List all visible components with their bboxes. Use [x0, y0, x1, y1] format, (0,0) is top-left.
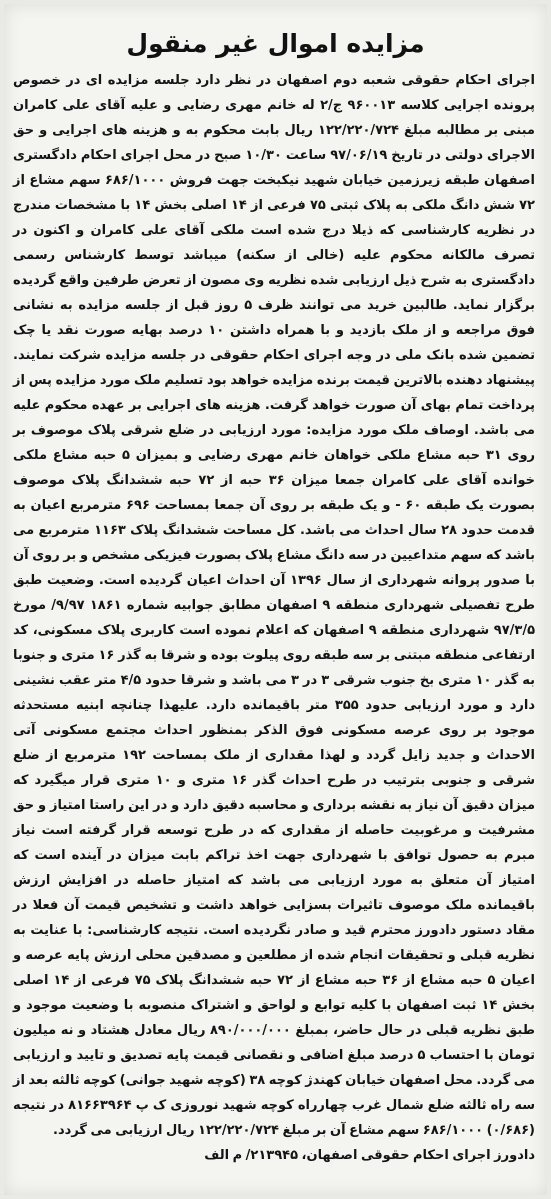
notice-title: مزایده اموال غیر منقول — [126, 29, 425, 58]
notice-body — [13, 68, 535, 1168]
notice-body-paragraph: اجرای احکام حقوقی شعبه دوم اصفهان در نظر دارد جلسه مزایده ای در خصوص پرونده اجرایی کلاسه ۹۶۰۰۱۳ ج/۲ له خانم مهری رضایی و علیه آقای علی کامران مبنی بر مطالبه مبلغ ۱۲۲/۲۲۰/۷۲۴ ریال بابت محکوم به و هزینه های اجرایی و حق الاجرای دولتی در تاریخ ۹۷/۰۶/۱۹ ساعت ۱۰/۳۰ صبح در محل اجرای احکام دادگستری اصفهان طبقه زیرزمین خیابان شهید نیکبخت جهت فروش ۶۸۶/۱۰۰۰ سهم مشاع از ۷۲ شش دانگ ملکی به پلاک ثبتی ۷۵ فرعی از ۱۴ اصلی بخش ۱۴ با مشخصات مندرج در نظریه کارشناسی که ذیلا درج شده است ملکی آقای علی کامران و اکنون در تصرف مالکانه محکوم علیه (خالی از سکنه) میباشد توسط کارشناس رسمی دادگستری به شرح ذیل ارزیابی شده نظریه وی مصون از تعرض طرفین واقع گردیده برگزار نماید. طالبین خرید می توانند ظرف ۵ روز قبل از جلسه مزایده به نشانی فوق مراجعه و از ملک بازدید و با همراه داشتن ۱۰ درصد بهایه صورت نقد یا چک تضمین شده بانک ملی در وجه اجرای احکام حقوقی در جلسه مزایده شرکت نمایند. پیشنهاد دهنده بالاترین قیمت برنده مزایده خواهد بود تسلیم ملک مورد مزایده پس از پرداخت تمام بهای آن صورت خواهد گرفت. هزینه های اجرایی بر عهده محکوم علیه می باشد. اوصاف ملک مورد مزایده: مورد ارزیابی در ضلع شرقی پلاک موصوف بر روی ۳۱ حبه مشاع ملکی خواهان خانم مهری رضایی و بمیزان ۵ حبه مشاع ملکی خوانده آقای علی کامران جمعا میزان ۳۶ حبه از ۷۲ حبه ششدانگ پلاک موصوف بصورت یک طبقه ۶۰ - و یک طبقه بر روی آن جمعا بمساحت ۶۹۶ مترمربع اعیان به قدمت حدود ۲۸ سال احداث می باشد. کل مساحت ششدانگ پلاک ۱۱۶۳ مترمربع می باشد که سهم متداعیین در سه دانگ مشاع پلاک بصورت فیزیکی مشخص و بر روی آن با صدور پروانه شهرداری از سال ۱۳۹۶ آن احداث اعیان گردیده است. وضعیت طبق طرح تفصیلی شهرداری منطقه ۹ اصفهان مطابق جوابیه شماره ۱۸۶۱ ۹/۹۷/ مورخ ۹۷/۳/۵ شهرداری منطقه ۹ اصفهان که اعلام نموده است کاربری پلاک مسکونی، کد ارتفاعی منطقه مبتنی بر سه طبقه روی پیلوت بوده و شرقا به گذر ۱۶ متری و جنوبا به گذر ۱۰ متری بخ جنوب شرقی ۳ در ۳ می باشد و شرقا حدود ۴/۵ متر عقب نشینی دارد و مورد ارزیابی حدود ۳۵۵ متر باقیمانده دارد. علیهذا چنانچه ابنیه مستحدثه موجود بر روی عرصه مسکونی فوق الذکر بمنظور احداث مجتمع مسکونی آتی الاحداث و جدید زایل گردد و لهذا مقداری از ملک بمساحت ۱۹۲ مترمربع از ضلع شرقی و جنوبی بترتیب در طرح احداث گذر ۱۶ متری و ۱۰ متری قرار میگیرد که میزان دقیق آن نیاز به نقشه برداری و محاسبه دقیق دارد و در این راستا امتیاز و حق مشرفیت و مرغوبیت حاصله از مقداری که در طرح توسعه قرار گرفته است نیاز مبرم به حصول توافق با شهرداری جهت اخذ تراکم بابت میزان در آینده است که امتیاز آن متعلق به مورد ارزیابی می باشد که امتیاز حاصله در افزایش ارزش باقیمانده ملک موصوف تاثیرات بسزایی خواهد داشت و تشخیص قیمت آن فعلا در مقاد دستور دادورز محترم قید و صادر نگردیده است. نتیجه کارشناسی: با عنایت به نظریه قبلی و تحقیقات انجام شده از مطلعین و مصدقین محلی ارزش پایه عرصه و اعیان ۵ حبه مشاع از ۳۶ حبه مشاع از ۷۲ حبه ششدانگ پلاک ۷۵ فرعی از ۱۴ اصلی بخش ۱۴ ثبت اصفهان با کلیه توابع و لواحق و اشتراک منصوبه با وضعیت موجود و طبق نظریه قبلی در حال حاضر، بمبلغ ۸۹۰/۰۰۰/۰۰۰ ریال معادل هشتاد و نه میلیون تومان با احتساب ۵ درصد مبلغ اضافی و نقصانی قیمت پایه تصدیق و تایید و ارزیابی می گردد. محل اصفهان خیابان کهندژ کوچه ۳۸ (کوچه شهید جوانی) کوچه ثالثه بعد از سه راه ثالثه ضلع شمال غرب چهارراه کوچه شهید نوروزی ک پ ۸۱۶۶۳۹۶۴ در نتیجه (۰/۶۸۶) ۶۸۶/۱۰۰۰ سهم مشاع آن بر مبلغ ۱۲۲/۲۲۰/۷۲۴ ریال ارزیابی می گردد. — [13, 73, 536, 1138]
newspaper-clipping — [4, 4, 547, 1195]
notice-signature: دادورز اجرای احکام حقوقی اصفهان، ۲۱۳۹۴۵/ م الف — [204, 1148, 535, 1163]
